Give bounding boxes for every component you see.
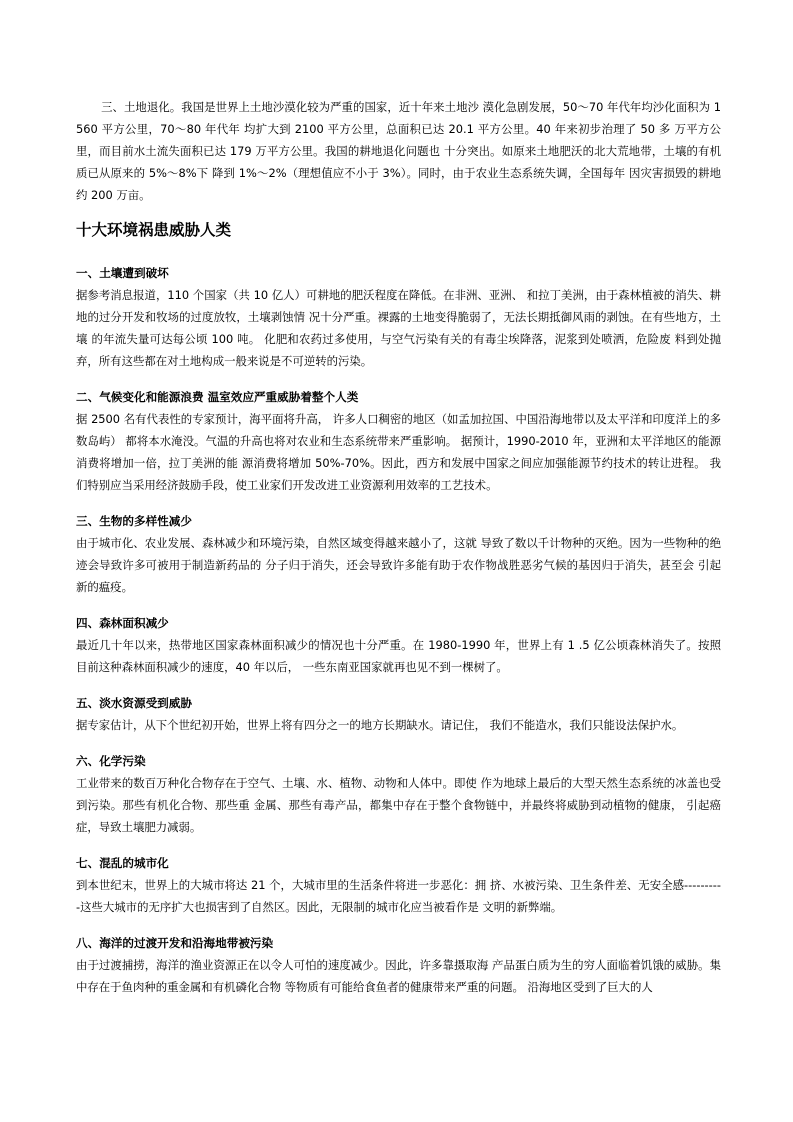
section-8 [76, 932, 721, 998]
section-heading: 三、生物的多样性减少 [76, 514, 192, 528]
section-5 [76, 692, 721, 736]
section-body: 据参考消息报道，110 个国家（共 10 亿人）可耕地的肥沃程度在降低。在非洲、亚洲、 和拉丁美洲，由于森林植被的消失、耕地的过分开发和牧场的过度放牧，土壤剥蚀情 况十分严重。裸露的土地变得脆弱了，无法长期抵御风雨的剥蚀。在有些地方，土壤 的年流失量可达每公顷 100 吨。 化肥和农药过多使用，与空气污染有关的有毒尘埃降落，泥浆到处喷洒，危险废 料到处抛弃，所有这些都在对土地构成一般来说是不可逆转的污染。 [76, 288, 721, 368]
document-title: 十大环境祸患威胁人类 [76, 221, 232, 239]
section-heading: 五、淡水资源受到威胁 [76, 696, 192, 710]
section-body: 由于城市化、农业发展、森林减少和环境污染，自然区域变得越来越小了，这就 导致了数以千计物种的灭绝。因为一些物种的绝迹会导致许多可被用于制造新药品的 分子归于消失，还会导致许多能有助于农作物战胜恶劣气候的基因归于消失，甚至会 引起新的瘟疫。 [76, 536, 721, 594]
section-body: 最近几十年以来，热带地区国家森林面积减少的情况也十分严重。在 1980-1990 年，世界上有 1 .5 亿公顷森林消失了。按照目前这种森林面积减少的速度，40 年以后， 一些东南亚国家就再也见不到一棵树了。 [76, 638, 721, 674]
section-7 [76, 852, 721, 918]
section-heading: 一、土壤遭到破坏 [76, 266, 169, 280]
section-1 [76, 262, 721, 372]
section-heading: 六、化学污染 [76, 754, 146, 768]
section-body: 到本世纪末，世界上的大城市将达 21 个，大城市里的生活条件将进一步恶化：拥 挤、水被污染、卫生条件差、无安全感----------这些大城市的无序扩大也损害到了自然区。因此，无限制的城市化应当被看作是 文明的新弊端。 [76, 878, 721, 914]
section-heading: 八、海洋的过渡开发和沿海地带被污染 [76, 936, 274, 950]
section-body: 据专家估计，从下个世纪初开始，世界上将有四分之一的地方长期缺水。请记住， 我们不能造水，我们只能设法保护水。 [76, 718, 684, 732]
section-heading: 七、混乱的城市化 [76, 856, 169, 870]
section-body: 据 2500 名有代表性的专家预计，海平面将升高， 许多人口稠密的地区（如孟加拉国、中国沿海地带以及太平洋和印度洋上的多数岛屿） 都将本水淹没。气温的升高也将对农业和生态系统带来严重影响。 据预计，1990-2010 年，亚洲和太平洋地区的能源消费将增加一倍，拉丁美洲的能 源消费将增加 50%-70%。因此，西方和发展中国家之间应加强能源节约技术的转让进程。 我们特别应当采用经济鼓励手段，使工业家们开发改进工业资源利用效率的工艺技术。 [76, 412, 721, 492]
section-heading: 二、气候变化和能源浪费 温室效应严重威胁着整个人类 [76, 390, 359, 404]
section-2 [76, 386, 721, 496]
section-body: 工业带来的数百万种化合物存在于空气、土壤、水、植物、动物和人体中。即使 作为地球上最后的大型天然生态系统的冰盖也受到污染。那些有机化合物、那些重 金属、那些有毒产品，都集中存在于整个食物链中，并最终将威胁到动植物的健康， 引起癌症，导致土壤肥力减弱。 [76, 776, 721, 834]
section-body: 由于过渡捕捞，海洋的渔业资源正在以令人可怕的速度减少。因此，许多靠摄取海 产品蛋白质为生的穷人面临着饥饿的威胁。集中存在于鱼肉种的重金属和有机磷化合物 等物质有可能给食鱼者的健康带来严重的问题。 沿海地区受到了巨大的人 [76, 958, 721, 994]
section-4 [76, 612, 721, 678]
intro-paragraph: 三、土地退化。我国是世界上土地沙漠化较为严重的国家，近十年来土地沙 漠化急剧发展，50～70 年代年均沙化面积为 1560 平方公里，70～80 年代年 均扩大到 2100 平方公里，总面积已达 20.1 平方公里。40 年来初步治理了 50 多 万平方公里，而目前水土流失面积已达 179 万平方公里。我国的耕地退化问题也 十分突出。如原来土地肥沃的北大荒地带，土壤的有机质已从原来的 5%～8%下 降到 1%～2%（理想值应不小于 3%）。同时，由于农业生态系统失调，全国每年 因灾害损毁的耕地约 200 万亩。 [76, 100, 721, 202]
section-3 [76, 510, 721, 598]
section-6 [76, 750, 721, 838]
section-heading: 四、森林面积减少 [76, 616, 169, 630]
document-page [76, 96, 721, 998]
